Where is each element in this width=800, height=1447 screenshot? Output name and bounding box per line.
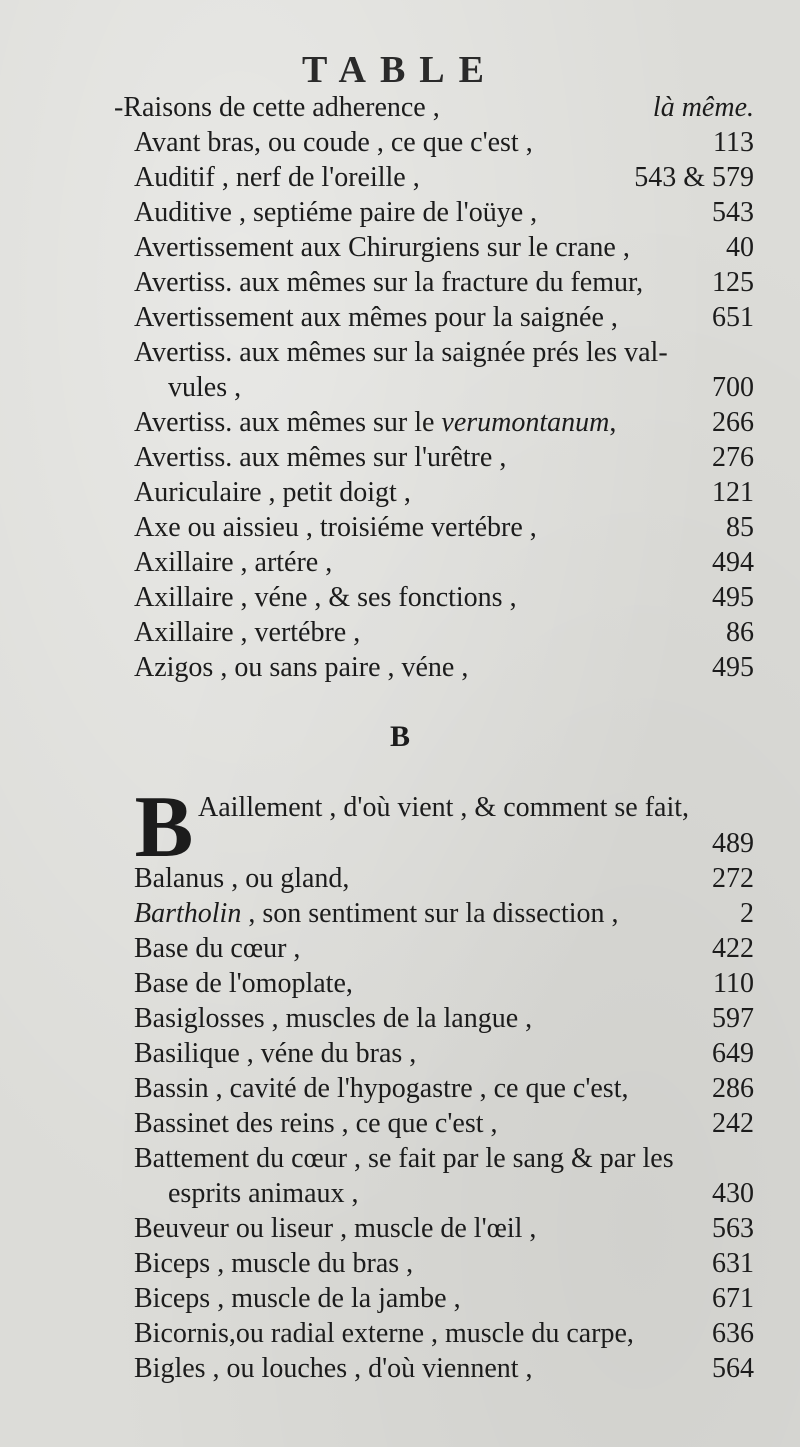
index-entry [134,861,754,896]
entry-text: Axillaire , véne , & ses fonctions , [134,582,517,613]
entry-text: Basilique , véne du bras , [134,1038,417,1069]
index-entry [134,125,754,160]
entry-page-number: 286 [712,1073,754,1104]
entry-text: Avertiss. aux mêmes sur la saignée prés les val- [134,337,668,368]
entry-page-number: 86 [726,617,754,648]
index-section-a [114,90,754,685]
index-entry [134,265,754,300]
entry-text: esprits animaux , [168,1178,359,1209]
entry-text: Avertiss. aux mêmes sur la fracture du femur, [134,267,644,298]
index-entry [134,160,754,195]
entry-text: Axillaire , artére , [134,547,333,578]
entry-page-number: 266 [712,407,754,438]
entry-text: Azigos , ou sans paire , véne , [134,652,469,683]
entry-text: -Raisons de cette adherence , [114,92,440,123]
entry-text: Bigles , ou louches , d'où viennent , [134,1353,533,1384]
index-entry [134,335,754,370]
entry-page-number: 272 [712,863,754,894]
entry-page-number: 121 [712,477,754,508]
index-entry [134,475,754,510]
index-entry [134,195,754,230]
index-entry [134,966,754,1001]
entry-page-number: 649 [712,1038,754,1069]
entry-page-number: 671 [712,1283,754,1314]
entry-page-number: 700 [712,372,754,403]
entry-text: Axillaire , vertébre , [134,617,361,648]
section-heading-b: B [389,720,410,753]
index-entry [134,230,754,265]
entry-page-number: 495 [712,582,754,613]
index-entry [134,1316,754,1351]
index-entry [134,1176,754,1211]
entry-text: Balanus , ou gland, [134,863,350,894]
index-entry [134,931,754,966]
index-entry [134,300,754,335]
entry-page-number: 495 [712,652,754,683]
index-entry-first-b [198,790,754,825]
index-entry [134,545,754,580]
entry-page-number: 125 [712,267,754,298]
index-entry [134,580,754,615]
entry-text: Basiglosses , muscles de la langue , [134,1003,533,1034]
index-entry [134,510,754,545]
entry-page-number: 110 [713,968,754,999]
entry-text: Auditif , nerf de l'oreille , [134,162,420,193]
entry-page-number: 543 [712,197,754,228]
index-entry [134,1071,754,1106]
entry-text: Auditive , septiéme paire de l'oüye , [134,197,538,228]
entry-text: Avertiss. aux mêmes sur le verumontanum, [134,407,617,438]
entry-text: Avant bras, ou coude , ce que c'est , [134,127,533,158]
entry-text: Auriculaire , petit doigt , [134,477,411,508]
index-entry [134,440,754,475]
entry-text: Beuveur ou liseur , muscle de l'œil , [134,1213,537,1244]
entry-text: Battement du cœur , se fait par le sang & par les [134,1143,674,1174]
entry-page-number: 2 [740,898,754,929]
entry-text: Bassinet des reins , ce que c'est , [134,1108,498,1139]
entry-page-number: 631 [712,1248,754,1279]
entry-text: Avertiss. aux mêmes sur l'urêtre , [134,442,507,473]
index-entry [134,650,754,685]
entry-page-number: 563 [712,1213,754,1244]
index-entry [134,1001,754,1036]
entry-text: Bicornis,ou radial externe , muscle du carpe, [134,1318,634,1349]
index-entry [134,1281,754,1316]
entry-page-number: 597 [712,1003,754,1034]
entry-page-number: là même. [652,92,754,123]
entry-text: Avertissement aux mêmes pour la saignée , [134,302,618,333]
index-entry [134,1246,754,1281]
entry-text: Aaillement , d'où vient , & comment se fait, [198,792,690,823]
entry-page-number: 242 [712,1108,754,1139]
drop-cap-letter: B [134,779,194,876]
entry-page-number: 85 [726,512,754,543]
entry-text: Bartholin , son sentiment sur la dissection , [134,898,619,929]
entry-text: Base de l'omoplate, [134,968,353,999]
index-entry [134,1036,754,1071]
entry-text: Bassin , cavité de l'hypogastre , ce que c'est, [134,1073,629,1104]
entry-page-number: 564 [712,1353,754,1384]
entry-text: Avertissement aux Chirurgiens sur le crane , [134,232,630,263]
index-section-b [134,861,754,1386]
entry-text: Biceps , muscle de la jambe , [134,1283,461,1314]
entry-page-number: 422 [712,933,754,964]
entry-page-number: 489 [712,828,754,859]
index-entry [134,896,754,931]
entry-text: Axe ou aissieu , troisiéme vertébre , [134,512,537,543]
entry-page-number: 40 [726,232,754,263]
index-entry [134,370,754,405]
entry-page-number: 276 [712,442,754,473]
index-entry [114,90,754,125]
entry-page-number: 651 [712,302,754,333]
index-entry [134,615,754,650]
index-entry [134,1106,754,1141]
entry-page-number: 636 [712,1318,754,1349]
entry-text: Biceps , muscle du bras , [134,1248,414,1279]
entry-page-number: 494 [712,547,754,578]
index-entry [134,1141,754,1176]
index-entry [134,405,754,440]
entry-page-number: 430 [712,1178,754,1209]
page-header-title: TABLE [301,49,498,91]
index-entry [134,1351,754,1386]
entry-text: Base du cœur , [134,933,301,964]
entry-page-number: 113 [713,127,754,158]
entry-page-number: 543 & 579 [634,162,754,193]
index-entry [134,1211,754,1246]
entry-text: vules , [168,372,242,403]
